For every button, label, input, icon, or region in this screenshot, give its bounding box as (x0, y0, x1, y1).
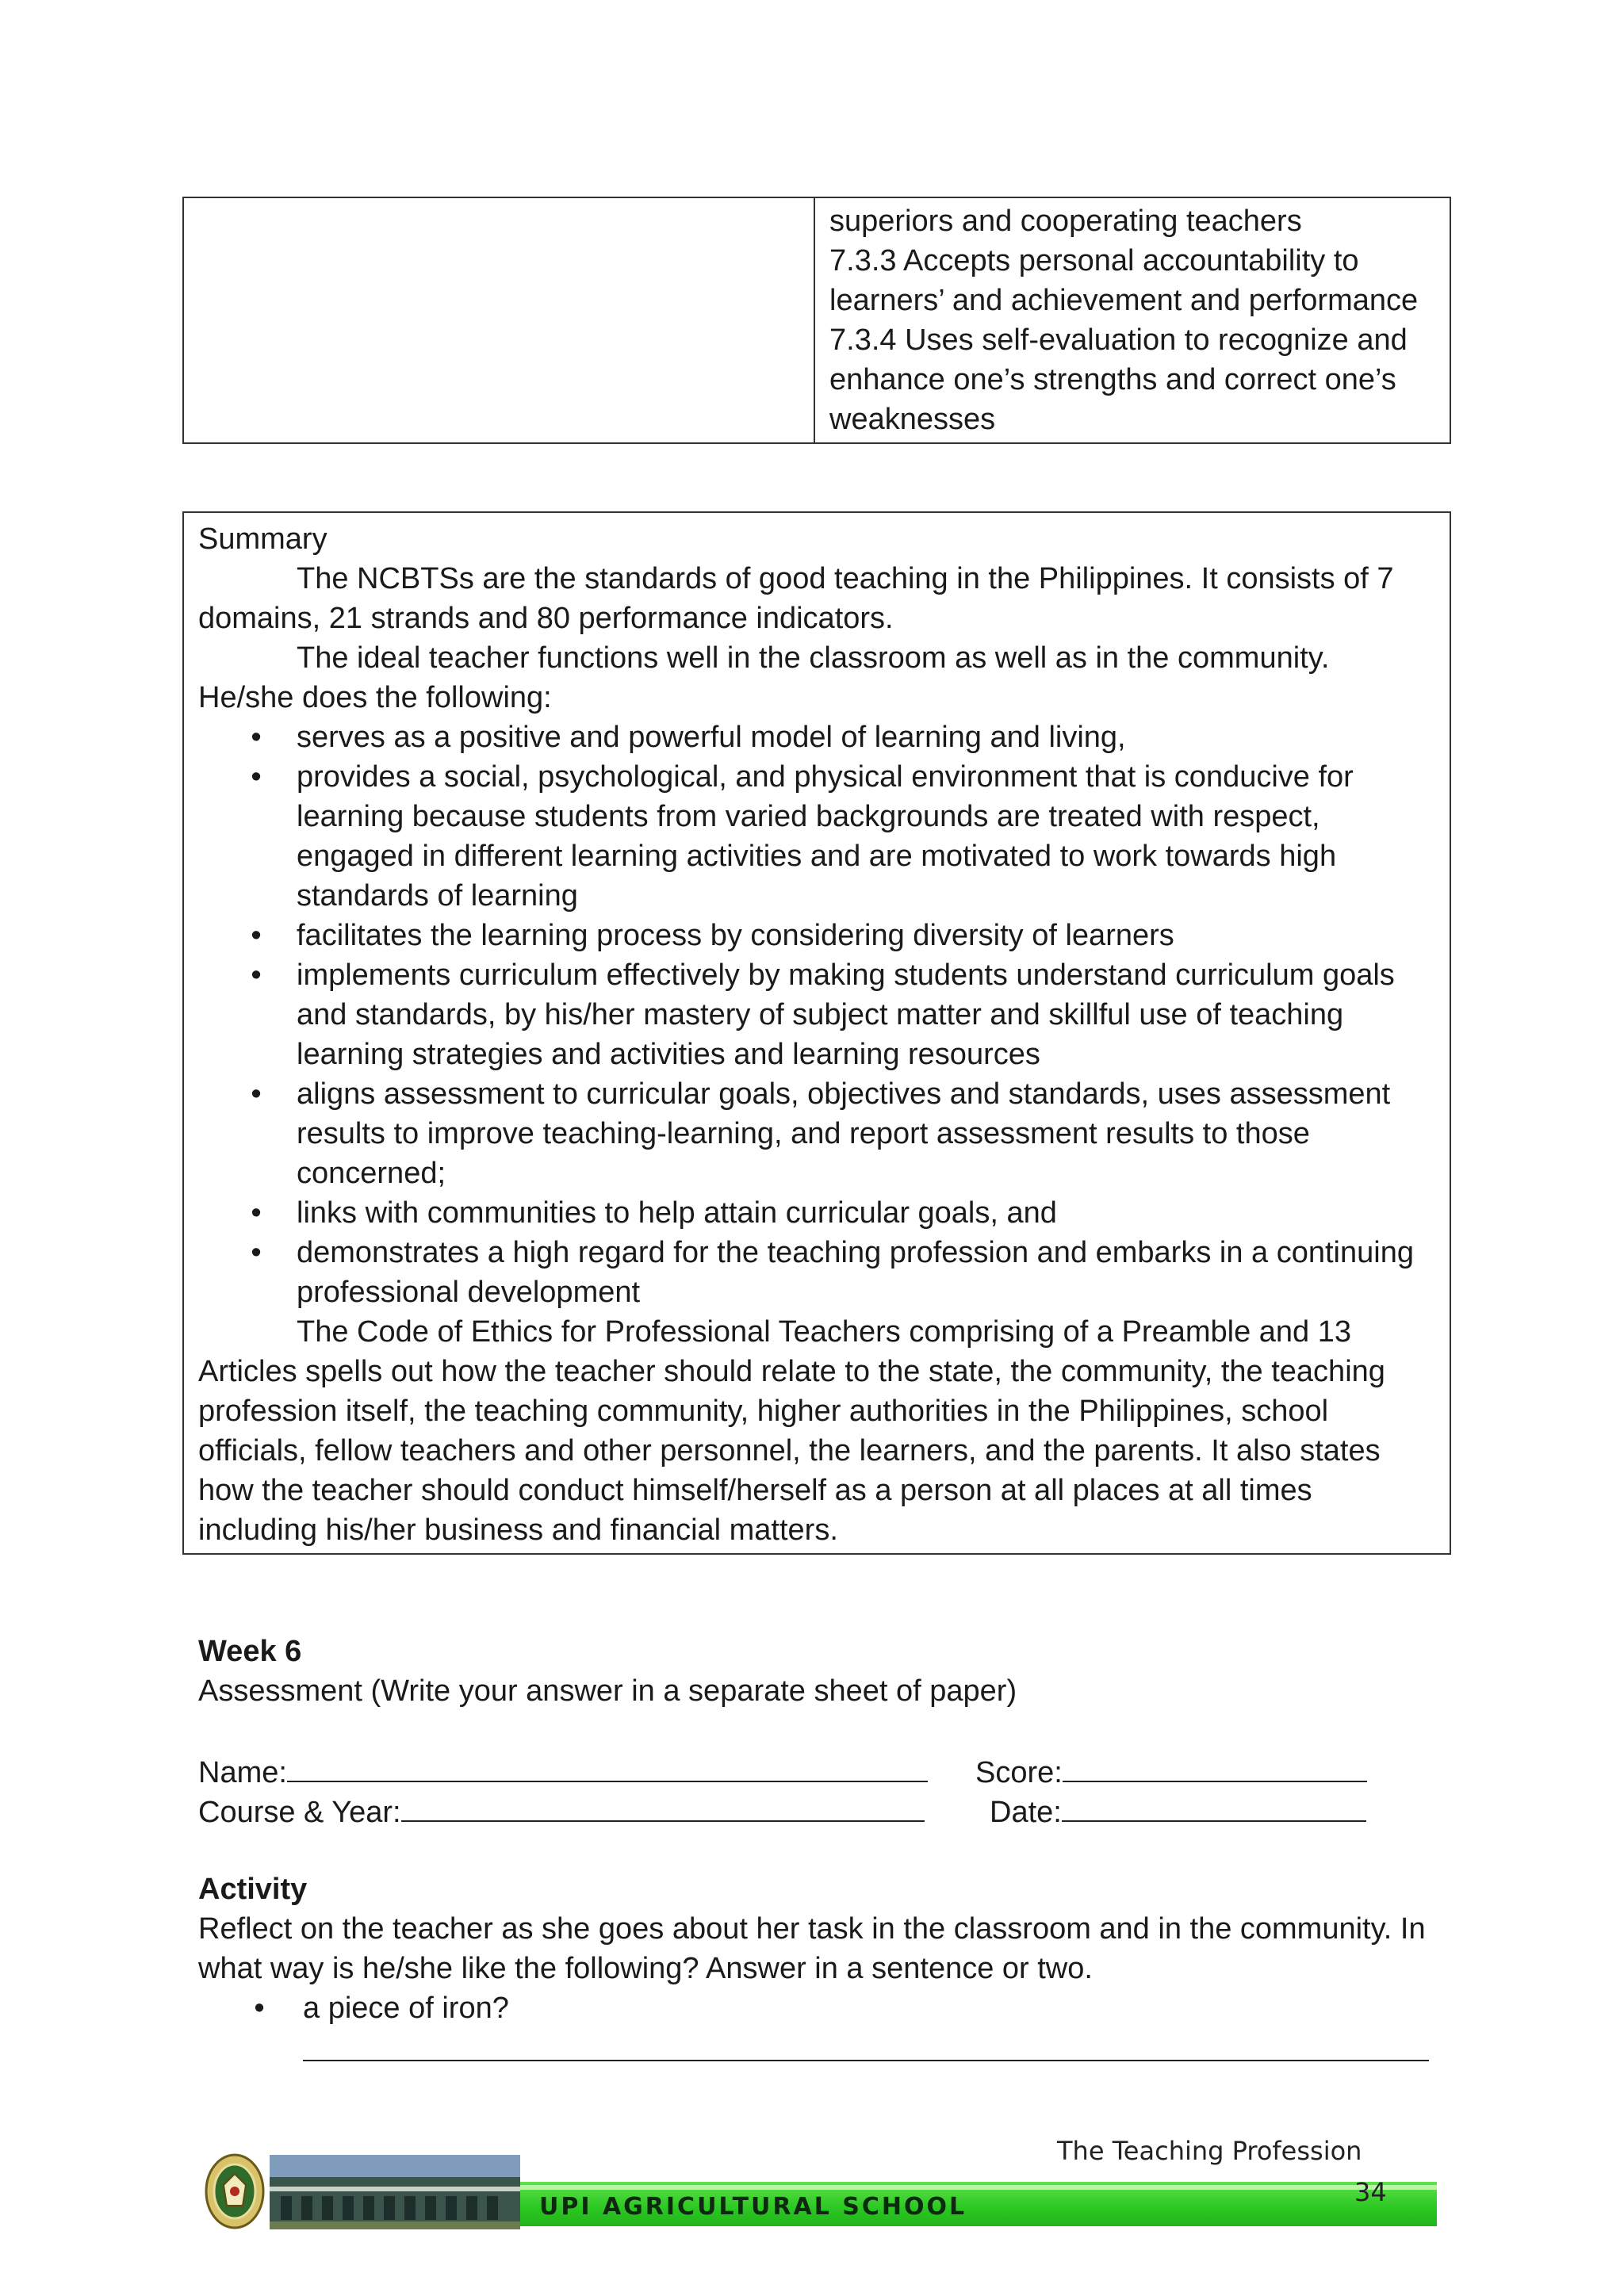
summary-bullet-line: learning because students from varied backgrounds are treated with respect, (297, 800, 1320, 833)
summary-paragraph-line: profession itself, the teaching community, higher authorities in the Philippines, school (198, 1395, 1329, 1428)
summary-bullet-line: professional development (297, 1276, 641, 1309)
bullet-icon: • (251, 1077, 262, 1111)
date-field[interactable] (990, 1790, 1366, 1832)
table-line: learners’ and achievement and performance (829, 284, 1419, 317)
summary-bullet-line: learning strategies and activities and learning resources (297, 1038, 1040, 1071)
score-label: Score: (975, 1756, 1063, 1789)
summary-bullet-list (198, 718, 1435, 1312)
summary-bullet-item (198, 718, 1435, 757)
assessment-instruction: Assessment (Write your answer in a separate sheet of paper) (198, 1674, 1017, 1708)
summary-paragraph-line: The ideal teacher functions well in the classroom as well as in the community. (297, 641, 1330, 675)
summary-bullet-line: links with communities to help attain curricular goals, and (297, 1196, 1057, 1230)
course-field[interactable] (198, 1790, 925, 1832)
name-label: Name: (198, 1756, 287, 1789)
summary-paragraph-line: domains, 21 strands and 80 performance indicators. (198, 602, 894, 635)
summary-box (182, 511, 1451, 1555)
activity-item-text: a piece of iron? (303, 1992, 509, 2025)
summary-paragraph-line: officials, fellow teachers and other personnel, the learners, and the parents. It also states (198, 1434, 1381, 1468)
page-footer (0, 2125, 1624, 2252)
date-blank[interactable] (1062, 1790, 1366, 1822)
summary-bullet-line: and standards, by his/her mastery of subject matter and skillful use of teaching (297, 998, 1344, 1031)
activity-instruction-line: what way is he/she like the following? Answer in a sentence or two. (198, 1952, 1093, 1985)
activity-item (198, 1988, 1451, 2028)
table-line: weaknesses (829, 403, 996, 436)
summary-paragraph-line: Articles spells out how the teacher should relate to the state, the community, the teaching (198, 1355, 1385, 1388)
name-blank[interactable] (287, 1751, 928, 1782)
course-label: Course & Year: (198, 1796, 401, 1829)
summary-paragraph-line: The Code of Ethics for Professional Teachers comprising of a Preamble and 13 (297, 1315, 1351, 1349)
score-field[interactable] (975, 1751, 1367, 1793)
school-building-photo (270, 2155, 520, 2229)
activity-title: Activity (198, 1873, 308, 1906)
summary-bullet-line: concerned; (297, 1157, 446, 1190)
table-cell-empty (184, 198, 815, 442)
summary-paragraph-line: The NCBTSs are the standards of good teaching in the Philippines. It consists of 7 (297, 562, 1394, 595)
bullet-icon: • (251, 919, 262, 952)
school-name: UPI AGRICULTURAL SCHOOL (539, 2193, 967, 2221)
summary-bullet-item (198, 1193, 1435, 1233)
summary-bullet-item (198, 1074, 1435, 1193)
summary-bullet-line: provides a social, psychological, and physical environment that is conducive for (297, 760, 1354, 794)
bullet-icon: • (251, 760, 262, 794)
summary-bullet-line: serves as a positive and powerful model of learning and living, (297, 721, 1126, 754)
table-line: enhance one’s strengths and correct one’s (829, 363, 1396, 396)
school-seal-logo (205, 2153, 265, 2229)
summary-bullet-line: implements curriculum effectively by making students understand curriculum goals (297, 959, 1395, 992)
bullet-icon: • (254, 1992, 265, 2025)
form-row-course-date (198, 1790, 1451, 1830)
activity-list (198, 1988, 1451, 2028)
table-line: 7.3.4 Uses self-evaluation to recognize and (829, 323, 1408, 357)
summary-paragraph-line: how the teacher should conduct himself/herself as a person at all places at all times (198, 1474, 1312, 1507)
activity-instruction-line: Reflect on the teacher as she goes about her task in the classroom and in the community. In (198, 1912, 1426, 1946)
assessment-section (198, 1632, 1451, 2061)
summary-bullet-item (198, 955, 1435, 1074)
page-number: 34 (1354, 2177, 1387, 2207)
course-blank[interactable] (401, 1790, 925, 1822)
summary-paragraph-line: He/she does the following: (198, 681, 552, 714)
table-line: superiors and cooperating teachers (829, 205, 1302, 238)
table-line: 7.3.3 Accepts personal accountability to (829, 244, 1359, 277)
footer-title: The Teaching Profession (1057, 2136, 1362, 2166)
summary-bullet-item (198, 757, 1435, 916)
answer-line[interactable] (303, 2028, 1429, 2061)
summary-bullet-item (198, 1233, 1435, 1312)
date-label: Date: (990, 1796, 1062, 1829)
week-title: Week 6 (198, 1635, 302, 1668)
name-field[interactable] (198, 1751, 928, 1793)
summary-bullet-line: engaged in different learning activities and are motivated to work towards high (297, 840, 1337, 873)
summary-bullet-line: standards of learning (297, 879, 578, 913)
summary-bullet-line: aligns assessment to curricular goals, objectives and standards, uses assessment (297, 1077, 1391, 1111)
score-blank[interactable] (1063, 1751, 1367, 1782)
summary-bullet-line: demonstrates a high regard for the teaching profession and embarks in a continuing (297, 1236, 1414, 1269)
standards-table-continuation (182, 197, 1451, 444)
summary-paragraph-block (198, 1352, 1435, 1550)
bullet-icon: • (251, 1236, 262, 1269)
bullet-icon: • (251, 721, 262, 754)
summary-bullet-line: results to improve teaching-learning, and report assessment results to those (297, 1117, 1310, 1150)
bullet-icon: • (251, 959, 262, 992)
summary-paragraph-line: including his/her business and financial matters. (198, 1513, 838, 1547)
form-row-name-score (198, 1751, 1451, 1790)
table-cell-indicators (815, 198, 1450, 442)
bullet-icon: • (251, 1196, 262, 1230)
summary-bullet-item (198, 916, 1435, 955)
summary-heading: Summary (198, 522, 327, 556)
summary-bullet-line: facilitates the learning process by considering diversity of learners (297, 919, 1174, 952)
